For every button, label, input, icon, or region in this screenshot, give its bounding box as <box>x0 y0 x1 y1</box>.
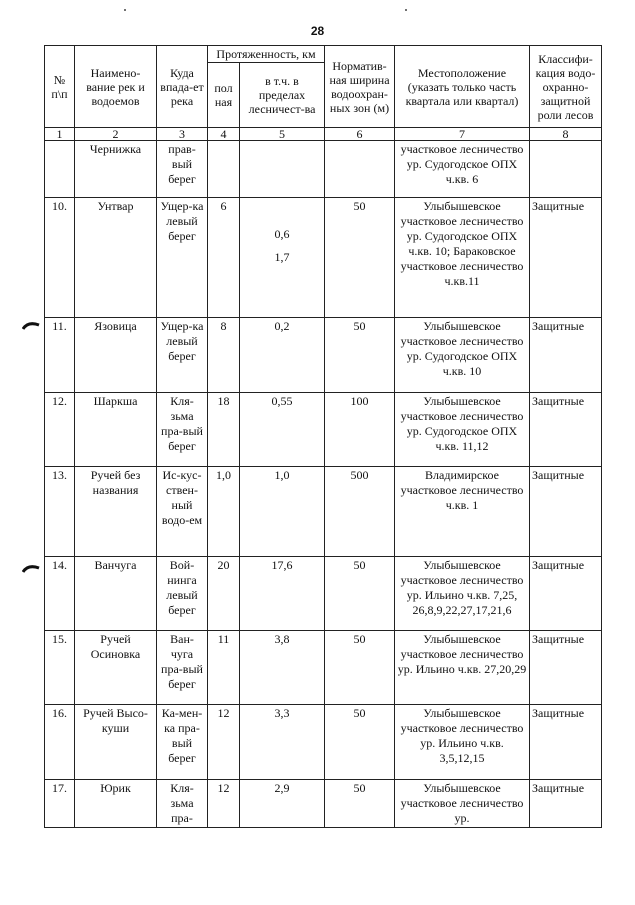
column-number: 1 <box>45 128 75 141</box>
column-number: 4 <box>208 128 240 141</box>
classification: Защитные <box>530 318 602 393</box>
location: Улыбышевское участковое лесничество ур. <box>395 780 530 828</box>
row-number: 14. <box>45 557 75 631</box>
row-number: 13. <box>45 467 75 557</box>
zone-width: 50 <box>325 557 395 631</box>
header-classification: Классифи-кация водо-охранно-защитной роли лесов <box>530 46 602 128</box>
row-number: 16. <box>45 705 75 780</box>
length-in-forestry: 0,55 <box>240 393 325 467</box>
header-location: Местоположение (указать только часть квартала или квартал) <box>395 46 530 128</box>
header-name: Наимено-вание рек и водоемов <box>75 46 157 128</box>
scan-speck <box>405 9 407 11</box>
flows-into: Ис-кус-ствен-ный водо-ем <box>157 467 208 557</box>
header-length-group: Протяженность, км <box>208 46 325 63</box>
table-row <box>45 141 602 198</box>
page-number: 28 <box>310 24 325 38</box>
location: Улыбышевское участковое лесничество ур. Ильино ч.кв. 7,25, 26,8,9,22,27,17,21,6 <box>395 557 530 631</box>
water-body-name: Ванчуга <box>75 557 157 631</box>
location: Улыбышевское участковое лесничество ур. Судогодское ОПХ ч.кв. 10 <box>395 318 530 393</box>
water-body-name: Шаркша <box>75 393 157 467</box>
table-row <box>45 780 602 828</box>
water-body-name: Ручей без названия <box>75 467 157 557</box>
location: Улыбышевское участковое лесничество ур. Ильино ч.кв. 27,20,29 <box>395 631 530 705</box>
column-number: 3 <box>157 128 208 141</box>
length-full: 18 <box>208 393 240 467</box>
column-number: 8 <box>530 128 602 141</box>
length-full: 1,0 <box>208 467 240 557</box>
water-body-name: Язовица <box>75 318 157 393</box>
length-full: 20 <box>208 557 240 631</box>
water-body-name: Унтвар <box>75 198 157 318</box>
table-row <box>45 705 602 780</box>
header-mouth: Куда впада-ет река <box>157 46 208 128</box>
flows-into: Вой-нинга левый берег <box>157 557 208 631</box>
length-in-forestry-second: 1,7 <box>274 250 290 264</box>
classification <box>530 141 602 198</box>
header-length-full: пол ная <box>208 63 240 128</box>
length-in-forestry: 3,8 <box>240 631 325 705</box>
binding-hole-mark <box>22 563 40 573</box>
classification: Защитные <box>530 631 602 705</box>
length-in-forestry <box>240 141 325 198</box>
length-full: 11 <box>208 631 240 705</box>
flows-into: прав-вый берег <box>157 141 208 198</box>
length-full: 8 <box>208 318 240 393</box>
location: Улыбышевское участковое лесничество ур. Судогодское ОПХ ч.кв. 10; Бараковское участковое лесничество ч.кв.11 <box>395 198 530 318</box>
row-number: 12. <box>45 393 75 467</box>
header-zone-width: Норматив-ная ширина водоохран-ных зон (м) <box>325 46 395 128</box>
location: Улыбышевское участковое лесничество ур. Судогодское ОПХ ч.кв. 11,12 <box>395 393 530 467</box>
column-number: 5 <box>240 128 325 141</box>
header-length-forestry: в т.ч. в пределах лесничест-ва <box>240 63 325 128</box>
flows-into: Ка-мен-ка пра-вый берег <box>157 705 208 780</box>
length-full: 6 <box>208 198 240 318</box>
water-bodies-table <box>44 45 602 828</box>
column-number: 6 <box>325 128 395 141</box>
classification: Защитные <box>530 557 602 631</box>
column-number: 2 <box>75 128 157 141</box>
flows-into: Ущер-ка левый берег <box>157 318 208 393</box>
location: Владимирское участковое лесничество ч.кв. 1 <box>395 467 530 557</box>
classification: Защитные <box>530 467 602 557</box>
water-body-name: Юрик <box>75 780 157 828</box>
water-body-name: Ручей Осиновка <box>75 631 157 705</box>
water-body-name: Ручей Высо-куши <box>75 705 157 780</box>
flows-into: Кля-зьма пра- <box>157 780 208 828</box>
length-in-forestry: 1,0 <box>240 467 325 557</box>
table-row <box>45 467 602 557</box>
flows-into: Кля-зьма пра-вый берег <box>157 393 208 467</box>
length-full: 12 <box>208 705 240 780</box>
zone-width: 500 <box>325 467 395 557</box>
scan-speck <box>124 9 126 11</box>
length-in-forestry: 0,2 <box>240 318 325 393</box>
table-row <box>45 393 602 467</box>
length-full <box>208 141 240 198</box>
zone-width: 50 <box>325 198 395 318</box>
flows-into: Ван-чуга пра-вый берег <box>157 631 208 705</box>
row-number: 15. <box>45 631 75 705</box>
row-number: 10. <box>45 198 75 318</box>
zone-width: 100 <box>325 393 395 467</box>
water-body-name: Чернижка <box>75 141 157 198</box>
length-full: 12 <box>208 780 240 828</box>
table-row <box>45 318 602 393</box>
table-row <box>45 557 602 631</box>
classification: Защитные <box>530 780 602 828</box>
table-row <box>45 198 602 318</box>
column-number: 7 <box>395 128 530 141</box>
location: участковое лесничество ур. Судогодское ОПХ ч.кв. 6 <box>395 141 530 198</box>
flows-into: Ущер-ка левый берег <box>157 198 208 318</box>
binding-hole-mark <box>22 320 40 330</box>
location: Улыбышевское участковое лесничество ур. Ильино ч.кв. 3,5,12,15 <box>395 705 530 780</box>
table-row <box>45 631 602 705</box>
classification: Защитные <box>530 393 602 467</box>
zone-width: 50 <box>325 631 395 705</box>
row-number: 11. <box>45 318 75 393</box>
zone-width: 50 <box>325 780 395 828</box>
header-number: № п\п <box>45 46 75 128</box>
length-in-forestry-cell <box>240 198 325 318</box>
zone-width <box>325 141 395 198</box>
classification: Защитные <box>530 198 602 318</box>
row-number: 17. <box>45 780 75 828</box>
length-in-forestry: 17,6 <box>240 557 325 631</box>
length-in-forestry: 3,3 <box>240 705 325 780</box>
row-number <box>45 141 75 198</box>
zone-width: 50 <box>325 318 395 393</box>
zone-width: 50 <box>325 705 395 780</box>
classification: Защитные <box>530 705 602 780</box>
length-in-forestry: 0,6 <box>274 227 290 241</box>
length-in-forestry: 2,9 <box>240 780 325 828</box>
